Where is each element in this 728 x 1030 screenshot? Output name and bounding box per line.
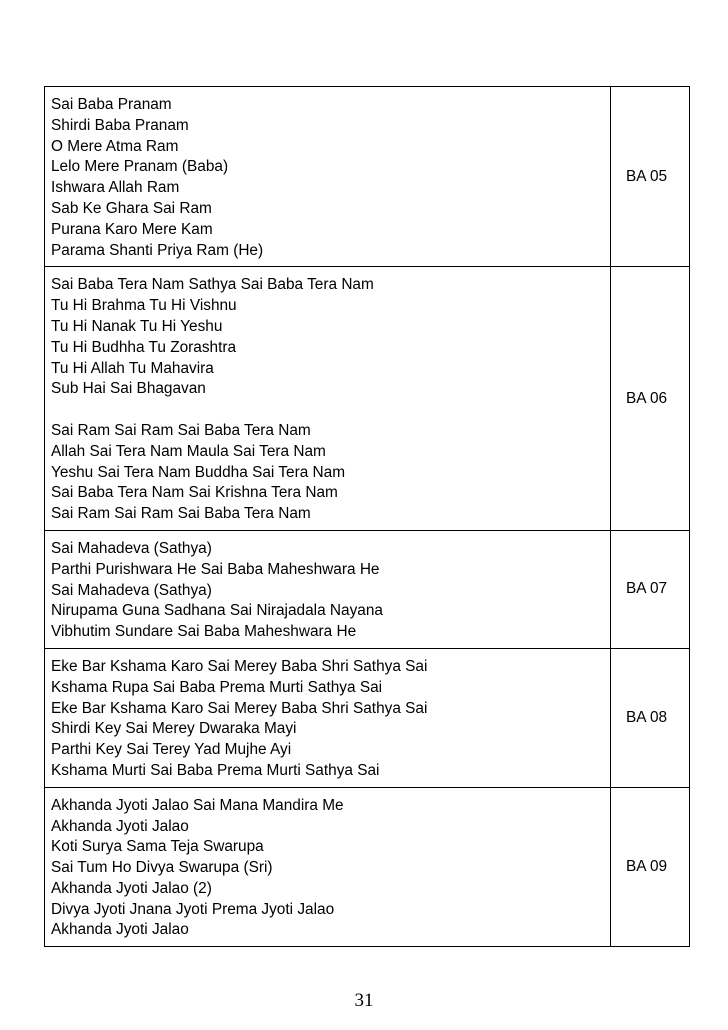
lyric-line: Tu Hi Nanak Tu Hi Yeshu (51, 317, 223, 335)
lyric-line: Sai Tum Ho Divya Swarupa (Sri) (51, 859, 273, 877)
lyric-line: Parthi Key Sai Terey Yad Mujhe Ayi (51, 741, 292, 759)
lyric-line: Tu Hi Budhha Tu Zorashtra (51, 338, 237, 356)
lyric-line: Lelo Mere Pranam (Baba) (51, 158, 229, 176)
lyric-line: Sab Ke Ghara Sai Ram (51, 199, 212, 217)
bhajan-code: BA 06 (611, 267, 690, 531)
lyric-line: Shirdi Key Sai Merey Dwaraka Mayi (51, 720, 297, 738)
lyric-line: Ishwara Allah Ram (51, 179, 180, 197)
lyric-line: O Mere Atma Ram (51, 137, 179, 155)
bhajan-code: BA 08 (611, 648, 690, 787)
lyric-line: Sai Baba Pranam (51, 96, 172, 113)
lyric-line: Nirupama Guna Sadhana Sai Nirajadala Nayana (51, 602, 383, 620)
lyric-line: Eke Bar Kshama Karo Sai Merey Baba Shri Sathya Sai (51, 699, 428, 717)
bhajan-table (44, 86, 690, 947)
page-number: 31 (354, 990, 374, 1011)
lyric-line: Akhanda Jyoti Jalao (51, 921, 189, 939)
lyric-line: Sai Mahadeva (Sathya) (51, 539, 212, 557)
lyric-line: Eke Bar Kshama Karo Sai Merey Baba Shri Sathya Sai (51, 657, 428, 675)
lyric-line: Tu Hi Allah Tu Mahavira (51, 359, 214, 377)
lyric-line: Sai Ram Sai Ram Sai Baba Tera Nam (51, 421, 311, 439)
lyric-line: Allah Sai Tera Nam Maula Sai Tera Nam (51, 442, 326, 460)
lyrics-cell (45, 787, 611, 947)
bhajan-row (45, 648, 690, 787)
bhajan-code: BA 05 (611, 87, 690, 267)
lyric-line: Akhanda Jyoti Jalao (51, 817, 189, 835)
lyric-line: Parthi Purishwara He Sai Baba Maheshwara He (51, 560, 380, 578)
bhajan-row (45, 787, 690, 947)
lyric-line: Vibhutim Sundare Sai Baba Maheshwara He (51, 623, 357, 641)
lyric-line: Sai Mahadeva (Sathya) (51, 581, 212, 599)
lyric-line: Kshama Murti Sai Baba Prema Murti Sathya Sai (51, 761, 380, 779)
bhajan-row (45, 530, 690, 648)
bhajan-row (45, 87, 690, 267)
bhajan-code: BA 07 (611, 530, 690, 648)
lyric-line: Akhanda Jyoti Jalao Sai Mana Mandira Me (51, 796, 344, 814)
lyric-line: Divya Jyoti Jnana Jyoti Prema Jyoti Jalao (51, 900, 335, 918)
bhajan-code: BA 09 (611, 787, 690, 947)
lyric-line: Sai Baba Tera Nam Sai Krishna Tera Nam (51, 484, 338, 502)
lyric-line: Akhanda Jyoti Jalao (2) (51, 879, 212, 897)
lyric-line: Shirdi Baba Pranam (51, 116, 189, 134)
lyric-line: Koti Surya Sama Teja Swarupa (51, 838, 264, 856)
lyric-line: Parama Shanti Priya Ram (He) (51, 241, 264, 259)
lyrics-cell (45, 648, 611, 787)
lyric-line-blank (51, 400, 604, 421)
lyric-line: Sai Ram Sai Ram Sai Baba Tera Nam (51, 505, 311, 523)
lyric-line: Sai Baba Tera Nam Sathya Sai Baba Tera Nam (51, 276, 374, 294)
lyrics-cell (45, 267, 611, 531)
lyrics-cell (45, 530, 611, 648)
bhajan-row (45, 267, 690, 531)
lyric-line: Purana Karo Mere Kam (51, 220, 213, 238)
lyric-line: Yeshu Sai Tera Nam Buddha Sai Tera Nam (51, 463, 346, 481)
lyric-line: Tu Hi Brahma Tu Hi Vishnu (51, 297, 237, 315)
lyric-line: Kshama Rupa Sai Baba Prema Murti Sathya Sai (51, 678, 383, 696)
lyric-line: Sub Hai Sai Bhagavan (51, 380, 206, 398)
lyrics-cell (45, 87, 611, 267)
